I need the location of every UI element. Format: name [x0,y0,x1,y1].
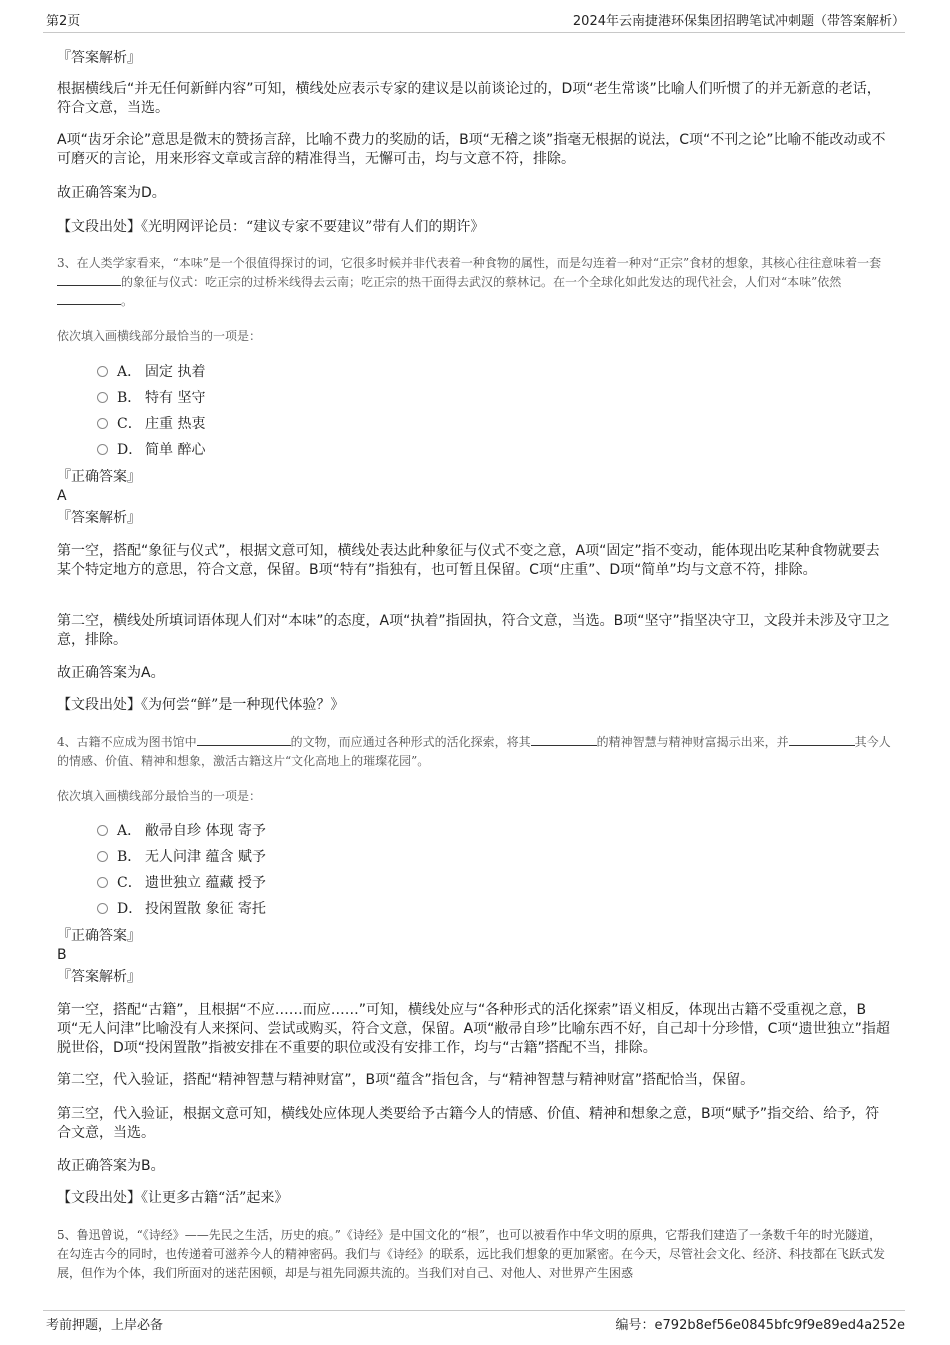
q3-option-d-text: 简单 醉心 [145,442,206,458]
q2-conclusion: 故正确答案为D。 [57,185,166,201]
q3-option-c-text: 庄重 热衷 [145,416,206,432]
q4-option-d-text: 投闲置散 象征 寄托 [145,901,266,917]
q4-stem-part-b: 的文物，而应通过各种形式的活化探索，将其 [290,735,531,749]
q4-option-c[interactable] [97,873,266,893]
page-number: 第2页 [46,14,81,29]
q4-instruction: 依次填入画横线部分最恰当的一项是： [57,789,262,803]
q4-option-a-letter: A． [117,823,142,839]
q5-stem: 5、鲁迅曾说，“《诗经》——先民之生活，历史的痕。”《诗经》是中国文化的“根”，也可以被看作中华文明的原典，它帮我们建造了一条数千年的时光隧道，在勾连古今的同时，也传递着可滋养今人的精神密码。我们与《诗经》的联系，远比我们想象的更加紧密。在今天，尽管社会文化、经济、科技都在飞跃式发展，但作为个体，我们所面对的迷茫困顿，却是与祖先同源共流的。当我们对自己、对他人、对世界产生困惑 [57,1228,886,1280]
q4-option-b-text: 无人问津 蕴含 赋予 [145,849,266,865]
q2-analysis-p1: 根据横线后“并无任何新鲜内容”可知，横线处应表示专家的建议是以前谈论过的，D项“老生常谈”比喻人们听惯了的并无新意的老话，符合文意，当选。 [57,81,881,116]
q3-option-b-text: 特有 坚守 [145,390,206,406]
q4-answer-label: 『正确答案』 [57,928,141,944]
q4-analysis-p2: 第二空，代入验证，搭配“精神智慧与精神财富”，B项“蕴含”指包含，与“精神智慧与精神财富”搭配恰当，保留。 [57,1072,755,1088]
q3-answer-label: 『正确答案』 [57,469,141,485]
q4-analysis-label: 『答案解析』 [57,969,141,985]
q4-blank-2 [531,733,597,746]
q3-option-b[interactable] [97,388,205,408]
radio-icon[interactable] [97,903,108,914]
q4-analysis-p1: 第一空，搭配“古籍”，且根据“不应……而应……”可知，横线处应与“各种形式的活化探索”语义相反，体现出古籍不受重视之意，B项“无人问津”比喻没有人来探问、尝试或购买，符合文意，保留。A项“敝帚自珍”比喻东西不好，自己却十分珍惜，C项“遗世独立”指超脱世俗，D项“投闲置散”指被安排在不重要的职位或没有安排工作，均与“古籍”搭配不当，排除。 [57,1002,890,1056]
radio-icon[interactable] [97,444,108,455]
q4-source: 【文段出处】《让更多古籍“活”起来》 [57,1190,289,1206]
radio-icon[interactable] [97,877,108,888]
q3-option-a-letter: A． [117,364,142,380]
q4-option-a[interactable] [97,821,266,841]
q3-option-a-text: 固定 执着 [145,364,206,380]
q4-stem [57,733,892,771]
q4-analysis-p3: 第三空，代入验证，根据文意可知，横线处应体现人类要给予古籍今人的情感、价值、精神和想象之意，B项“赋予”指交给、给予，符合文意，当选。 [57,1106,880,1141]
q3-analysis-p2: 第二空，横线处所填词语体现人们对“本味”的态度，A项“执着”指固执，符合文意，当选。B项“坚守”指坚决守卫，文段并未涉及守卫之意，排除。 [57,613,890,648]
q4-stem-part-d: 其今人的情感、价值、精神和想象，激活古籍这片“文化高地上的璀璨花园”。 [57,735,891,768]
q3-instruction: 依次填入画横线部分最恰当的一项是： [57,329,262,343]
q2-analysis-label: 『答案解析』 [57,50,141,66]
footer-slogan: 考前押题，上岸必备 [46,1318,164,1333]
q4-conclusion: 故正确答案为B。 [57,1158,165,1174]
q4-option-b[interactable] [97,847,266,867]
footer-code-label: 编号： [615,1318,655,1333]
q2-analysis-p2: A项“齿牙余论”意思是微末的赞扬言辞，比喻不费力的奖励的话，B项“无稽之谈”指毫无根据的说法，C项“不刊之论”比喻不能改动或不可磨灭的言论，用来形容文章或言辞的精准得当，无懈可击，均与文意不符，排除。 [57,132,886,167]
footer-code [616,1314,905,1333]
q4-option-a-text: 敝帚自珍 体现 寄予 [145,823,266,839]
q4-stem-part-a: 4、古籍不应成为图书馆中 [57,735,197,749]
q3-option-d-letter: D． [117,442,143,458]
document-title: 2024年云南捷港环保集团招聘笔试冲刺题（带答案解析） [572,14,905,29]
q2-source: 【文段出处】《光明网评论员：“建议专家不要建议”带有人们的期许》 [57,219,485,235]
q3-answer: A [57,488,67,504]
q3-analysis-label: 『答案解析』 [57,510,141,526]
q3-blank-2 [57,292,121,305]
header-divider [43,32,905,33]
q3-stem-part-a: 3、在人类学家看来，“本味”是一个很值得探讨的词，它很多时候并非代表着一种食物的属性，而是勾连着一种对“正宗”食材的想象，其核心往往意味着一套 [57,256,882,270]
q4-stem-part-c: 的精神智慧与精神财富揭示出来，并 [596,735,789,749]
q3-analysis-p1: 第一空，搭配“象征与仪式”，根据文意可知，横线处表达此种象征与仪式不变之意，A项“固定”指不变动，能体现出吃某种食物就要去某个特定地方的意思，符合文意，保留。B项“特有”指独有，也可暂且保留。C项“庄重”、D项“简单”均与文意不符，排除。 [57,543,880,578]
q3-option-c-letter: C． [117,416,142,432]
q3-stem-part-c: 。 [121,294,134,308]
q4-blank-1 [197,733,291,746]
q4-answer: B [57,947,67,963]
q4-blank-3 [789,733,855,746]
radio-icon[interactable] [97,366,108,377]
q3-conclusion: 故正确答案为A。 [57,665,165,681]
q4-option-c-text: 遗世独立 蕴藏 授予 [145,875,266,891]
radio-icon[interactable] [97,851,108,862]
q3-stem-part-b: 的象征与仪式：吃正宗的过桥米线得去云南；吃正宗的热干面得去武汉的蔡林记。在一个全球化如此发达的现代社会，人们对“本味”依然 [121,275,842,289]
q4-option-d-letter: D． [117,901,143,917]
q4-option-d[interactable] [97,899,266,919]
q3-option-c[interactable] [97,414,205,434]
q3-source: 【文段出处】《为何尝“鲜”是一种现代体验？》 [57,697,345,713]
q4-option-b-letter: B． [117,849,142,865]
radio-icon[interactable] [97,418,108,429]
q3-stem [57,254,892,311]
footer-divider [43,1310,905,1311]
q4-option-c-letter: C． [117,875,142,891]
q3-option-a[interactable] [97,362,205,382]
q3-option-b-letter: B． [117,390,142,406]
q3-blank-1 [57,273,121,286]
radio-icon[interactable] [97,825,108,836]
q3-option-d[interactable] [97,440,205,460]
footer-code-value: e792b8ef56e0845bfc9f9e89ed4a252e [654,1318,905,1333]
radio-icon[interactable] [97,392,108,403]
